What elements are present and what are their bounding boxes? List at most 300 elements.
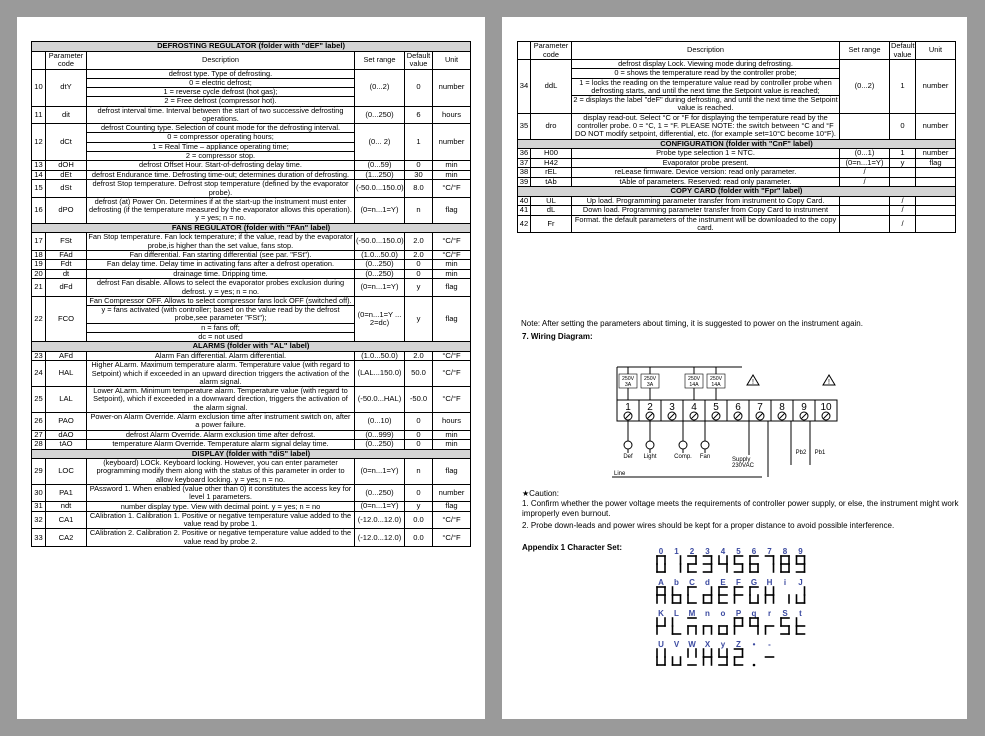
column-header-row [518,42,956,60]
param-range: (0=n...1=Y) [355,197,405,223]
char-label: J [798,578,803,587]
column-header: Set range [355,51,405,69]
table-row [32,459,471,485]
seven-segment-glyph [673,618,681,634]
param-no: 12 [32,124,46,161]
param-default: 2.0 [405,250,433,260]
svg-text:14A: 14A [711,382,721,388]
table-row [518,177,956,187]
param-description: tAble of parameters. Reserved: read only parameter. [572,177,840,187]
table-row [32,296,471,305]
left-page [17,17,485,719]
param-range [840,196,890,206]
param-default: y [405,296,433,341]
param-code: ndt [46,502,87,512]
char-label: r [767,609,772,618]
param-code: AFd [46,351,87,361]
svg-text:!: ! [752,379,754,386]
table-row [518,168,956,178]
column-header: Unit [916,42,956,60]
seven-segment-glyph [657,649,665,665]
char-label: V [673,640,680,649]
section-header-row [32,223,471,233]
char-label: t [799,609,802,618]
caution-title: ★Caution: [522,489,559,498]
param-unit: number [433,484,471,502]
table-row [32,361,471,387]
char-label: i [783,578,787,587]
param-unit: hours [433,106,471,124]
param-default: y [890,158,916,168]
param-code: tAb [531,177,572,187]
load-label: Comp. [674,454,692,460]
char-label: o [720,609,726,618]
table-row [32,260,471,270]
param-description: reLease firmware. Device version: read only parameter. [572,168,840,178]
table-row [32,502,471,512]
probe-pb2 [791,421,826,465]
char-label: G [750,578,758,587]
table-row [518,206,956,216]
column-header-row [32,51,471,69]
seven-segment-glyph [735,618,743,634]
param-code: CA1 [46,511,87,529]
param-range: (0=n...1=Y) [355,279,405,297]
param-code: dt [46,269,87,279]
param-default: 0 [405,412,433,430]
warning-icon [823,375,835,386]
char-label: P [735,609,742,618]
caution-item-1: 1. Confirm whether the power voltage meets the requirements of controller power supply, or else, the instrument might work improperly even burnout. [522,499,959,518]
right-page [502,17,967,719]
char-label: 5 [736,547,741,556]
param-description: y = fans activated (with controller; based on the value read by the defrost probe,see parameter "FSt"); [87,306,355,324]
param-range [840,215,890,233]
seven-segment-glyph [688,587,696,603]
table-row [32,511,471,529]
svg-text:Pb1: Pb1 [814,450,826,456]
param-unit: °C/°F [433,361,471,387]
terminal-number: 5 [713,402,719,413]
char-label: • [752,640,756,649]
seven-segment-glyph [753,664,756,667]
param-no: 33 [32,529,46,547]
character-set [647,547,827,677]
param-description: 0 = shows the temperature read by the controller probe; [572,69,840,78]
param-default [890,177,916,187]
char-label: 9 [798,547,803,556]
seven-segment-glyph [781,556,789,572]
param-unit: °C/°F [433,351,471,361]
param-code: UL [531,196,572,206]
param-description: Power-on Alarm Override. Alarm exclusion time after instrument switch on, after a power failure. [87,412,355,430]
param-unit: °C/°F [433,233,471,251]
param-default: 0 [405,440,433,450]
table-row [32,412,471,430]
terminal-block [617,400,837,421]
param-description: CAlibration 2. Calibration 2. Positive or negative temperature value added to the value read by probe 2. [87,529,355,547]
seven-segment-glyph [657,587,665,603]
param-description: 2 = Free defrost (compressor hot). [87,97,355,106]
param-unit: number [433,124,471,161]
param-description: drainage time. Dripping time. [87,269,355,279]
param-unit: °C/°F [433,250,471,260]
param-unit: min [433,269,471,279]
param-no: 19 [32,260,46,270]
param-range: (0...2) [840,60,890,114]
param-unit [916,215,956,233]
param-range: (0...1) [840,149,890,159]
param-description: Alarm Fan differential. Alarm differential. [87,351,355,361]
seven-segment-glyph [797,587,805,603]
param-default: 0 [890,113,916,139]
table-row [32,440,471,450]
param-description: display read-out. Select °C or °F for displaying the temperature read by the controller probe. 0 = °C, 1 = °F. PLEASE NOTE: the switch between °C and °F DO NOT modify setpoint, differential, etc. (for example set=10°C become 10°F). [572,113,840,139]
svg-text:3A: 3A [646,382,654,388]
char-label: d [705,578,710,587]
param-description: 0 = electric defrost; [87,78,355,87]
param-code: CA2 [46,529,87,547]
warning-icon [747,375,759,386]
load-icon [624,441,632,449]
param-unit: min [433,170,471,180]
column-header: Description [572,42,840,60]
char-label: 6 [751,547,757,556]
param-description: defrost Counting type. Selection of count mode for the defrosting interval. [87,124,355,133]
param-unit: number [916,113,956,139]
param-range: (-50.0...150.0) [355,233,405,251]
param-description: defrost Offset Hour. Start-of-defrosting delay time. [87,161,355,171]
param-no: 40 [518,196,531,206]
param-no: 18 [32,250,46,260]
svg-text:Pb2: Pb2 [795,450,807,456]
param-default: 0 [405,69,433,106]
char-label: A [658,578,664,587]
section-header-row [518,187,956,197]
param-code: PA1 [46,484,87,502]
column-header: Description [87,51,355,69]
param-description: Higher ALarm. Maximum temperature alarm. Temperature value (with regard to Setpoint) which if exceeded in an upward direction triggers the activation of the alarm signal. [87,361,355,387]
param-code: LAL [46,387,87,413]
table-row [32,233,471,251]
param-description: defrost Stop temperature. Defrost stop temperature (defined by the evaporator probe). [87,180,355,198]
param-default: 0 [405,161,433,171]
seven-segment-glyph [735,649,743,665]
column-header: Default value [891,41,915,59]
wiring-title: 7. Wiring Diagram: [522,332,593,341]
seven-segment-glyph [781,618,789,634]
param-code: PAO [46,412,87,430]
param-no: 25 [32,387,46,413]
param-no: 29 [32,459,46,485]
param-description: number display type. View with decimal point. y = yes; n = no [87,502,355,512]
param-unit: flag [433,197,471,223]
column-header: Default value [405,51,433,69]
char-label: y [720,640,726,649]
param-no: 17 [32,233,46,251]
param-range: (0=n...1=Y) [355,502,405,512]
table-row [518,215,956,233]
param-no: 13 [32,161,46,171]
param-default: 6 [405,106,433,124]
param-no: 10 [32,69,46,106]
param-description: 0 = compressor operating hours; [87,133,355,142]
table-row [518,196,956,206]
relay-rating: 250V [687,376,701,382]
param-no: 42 [518,215,531,233]
param-code: dL [531,206,572,216]
param-no: 39 [518,177,531,187]
seven-segment-glyph [657,618,665,634]
char-label: S [782,609,788,618]
param-description: Fan Stop temperature. Fan lock temperature; if the value, read by the evaporator probe,is higher than the set value, fans stop. [88,232,353,250]
param-range: (0...999) [355,430,405,440]
char-label: X [704,640,711,649]
param-code: dit [46,106,87,124]
param-description: dc = not used [87,332,355,341]
svg-text:3A: 3A [624,382,632,388]
section-header-row [32,42,471,52]
section-title: DISPLAY (folder with "diS" label) [32,449,471,459]
terminal-number: 3 [669,402,675,413]
timing-note: Note: After setting the parameters about timing, it is suggested to power on the instrument again. [521,319,863,328]
char-label: 1 [674,547,679,556]
param-range: (1...250) [355,170,405,180]
param-description: temperature Alarm Override. Temperature alarm signal delay time. [87,440,355,450]
caution-item-2: 2. Probe down-leads and power wires should be kept for a proper distance to avoid possible interference. [522,521,895,530]
param-description: 1 = locks the reading on the temperature value read by controller probe when defrosting starts, and until the next time the Setpoint value is reached; [572,78,840,96]
param-code: dSt [46,180,87,198]
param-default: n [405,459,433,485]
param-description: defrost Fan disable. Allows to select the evaporator probes exclusion during defrost. y = yes; n = no. [87,279,355,297]
param-no: 31 [32,502,46,512]
section-header-row [32,449,471,459]
table-row [32,197,471,223]
param-code: FCO [46,296,87,341]
param-default: 2.0 [405,233,433,251]
param-no: 20 [32,269,46,279]
param-range: (0=n...1=Y) [840,158,890,168]
seven-segment-glyph [673,587,681,603]
param-no: 30 [32,484,46,502]
param-unit: hours [433,412,471,430]
terminal-number: 7 [757,402,763,413]
terminal-number: 4 [691,402,697,413]
param-range: (-12.0...12.0) [355,529,405,547]
load-label: Def [623,454,633,460]
char-label: F [736,578,741,587]
parameters-table-left [31,41,471,547]
section-title: CONFIGURATION (folder with "CnF" label) [518,139,956,149]
section-title: FANS REGULATOR (folder with "FAn" label) [32,223,471,233]
table-row [518,149,956,159]
load-icon [646,441,654,449]
param-default: 1 [405,124,433,161]
load-icon [701,441,709,449]
terminal-number: 2 [647,402,653,413]
param-code: dFd [46,279,87,297]
param-description: defrost display Lock. Viewing mode during defrosting. [572,60,840,69]
param-no: 35 [518,113,531,139]
terminal-number: 8 [779,402,785,413]
param-default [890,168,916,178]
char-label: 3 [705,547,710,556]
param-unit: °C/°F [433,180,471,198]
param-range: / [840,177,890,187]
param-code: dAO [46,430,87,440]
param-range: (-12.0...12.0) [355,511,405,529]
param-unit: number [916,60,956,114]
param-unit [916,196,956,206]
char-label: K [658,609,664,618]
param-code: tAO [46,440,87,450]
load-label: Light [643,454,657,460]
table-row [32,529,471,547]
param-unit: flag [433,459,471,485]
param-default: 0 [405,260,433,270]
param-description: n = fans off; [87,323,355,332]
column-header: Unit [433,51,471,69]
param-description: defrost interval time. Interval between the start of two successive defrosting operations. [87,106,355,124]
section-title: DEFROSTING REGULATOR (folder with "dEF" label) [32,42,471,52]
char-label: 2 [689,547,695,556]
param-range: (1.0...50.0) [355,250,405,260]
param-range: (0...250) [355,440,405,450]
section-header-row [32,342,471,352]
param-default: 1 [890,149,916,159]
param-code: HAL [46,361,87,387]
param-unit [916,177,956,187]
param-code: dtY [46,69,87,106]
param-code: LOC [46,459,87,485]
char-label: 8 [782,547,788,556]
seven-segment-glyph [750,556,758,572]
table-row [32,269,471,279]
param-default: 30 [405,170,433,180]
load-icon [679,441,687,449]
line-label: Line [614,471,626,477]
char-label: E [720,578,726,587]
param-unit: flag [916,158,956,168]
param-no: 37 [518,158,531,168]
param-default: / [890,196,916,206]
param-description: 1 = reverse cycle defrost (hot gas); [87,88,355,97]
param-no: 11 [32,106,46,124]
param-range: (0... 2) [355,124,405,161]
param-no: 34 [518,60,531,114]
relay-rating: 250V [643,376,657,382]
param-code: dOH [46,161,87,171]
table-row [32,484,471,502]
param-range: (0...250) [355,260,405,270]
param-description: Lower ALarm. Minimum temperature alarm. Temperature value (with regard to Setpoint), which if exceeded in a downward direction, triggers the activation of the alarm signal. [87,387,355,413]
table-row [32,69,471,78]
seven-segment-glyph [797,618,805,634]
param-code: dPO [46,197,87,223]
param-description: 1 = Real Time – appliance operating time; [87,142,355,151]
relay-contacts [619,367,725,400]
param-no: 28 [32,440,46,450]
param-default: 0.0 [405,529,433,547]
column-header [32,51,46,69]
param-default: 50.0 [405,361,433,387]
param-no: 38 [518,168,531,178]
table-row [32,170,471,180]
table-row [32,430,471,440]
table-row [32,250,471,260]
param-unit: flag [433,279,471,297]
seven-segment-glyph [704,626,712,634]
param-range: (0=n...1=Y ... 2=dc) [355,296,405,341]
terminal-number: 10 [820,402,832,413]
terminal-number: 9 [801,402,807,413]
wiring-diagram [602,357,852,482]
seven-segment-glyph [766,556,774,572]
param-unit: number [433,69,471,106]
param-code: H42 [531,158,572,168]
seven-segment-glyph [719,587,727,603]
terminal-number: 1 [625,402,631,413]
param-code: Fdt [46,260,87,270]
param-code: dro [531,113,572,139]
param-no: 41 [518,206,531,216]
param-range: (0...250) [355,269,405,279]
param-range: (0...250) [355,484,405,502]
param-description: Fan Compressor OFF. Allows to select compressor fans lock OFF (switched off). [87,296,355,305]
param-description: Fan delay time. Delay time in activating fans after a defrost operation. [87,260,355,270]
param-range: / [840,168,890,178]
char-label: M [688,609,696,618]
char-label: 4 [720,547,726,556]
param-range: (0...59) [355,161,405,171]
table-row [32,279,471,297]
table-row [32,180,471,198]
param-no: 24 [32,361,46,387]
param-range [840,113,890,139]
param-description: Probe type selection 1 = NTC. [572,149,840,159]
seven-segment-glyph [750,618,758,634]
table-row [518,60,956,69]
param-default: / [890,215,916,233]
seven-segment-glyph [688,618,696,634]
param-default: 0 [405,269,433,279]
param-unit: °C/°F [433,529,471,547]
param-description: (keyboard) LOCk. Keyboard locking. However, you can enter parameter programming modify them along with the status of this parameter in order to allow keyboard locking. y = yes; n = no. [87,459,355,485]
seven-segment-glyph [719,556,727,572]
param-range: (0...250) [355,106,405,124]
param-no: 22 [32,296,46,341]
param-no: 15 [32,180,46,198]
table-row [32,106,471,124]
param-unit: °C/°F [433,387,471,413]
seven-segment-glyph [704,556,712,572]
seven-segment-glyph [797,556,805,572]
param-range [840,206,890,216]
param-code: H00 [531,149,572,159]
char-label: Z [736,640,741,649]
section-title: COPY CARD (folder with "Fpr" label) [518,187,956,197]
param-range: (-50.0...HAL) [355,387,405,413]
param-description: defrost type. Type of defrosting. [87,69,355,78]
seven-segment-glyph [719,626,727,634]
param-no: 32 [32,511,46,529]
param-unit: min [433,440,471,450]
load-label: Fan [699,454,711,460]
param-code: FAd [46,250,87,260]
relay-rating: 250V [709,376,723,382]
char-label: H [766,578,773,587]
param-no: 14 [32,170,46,180]
